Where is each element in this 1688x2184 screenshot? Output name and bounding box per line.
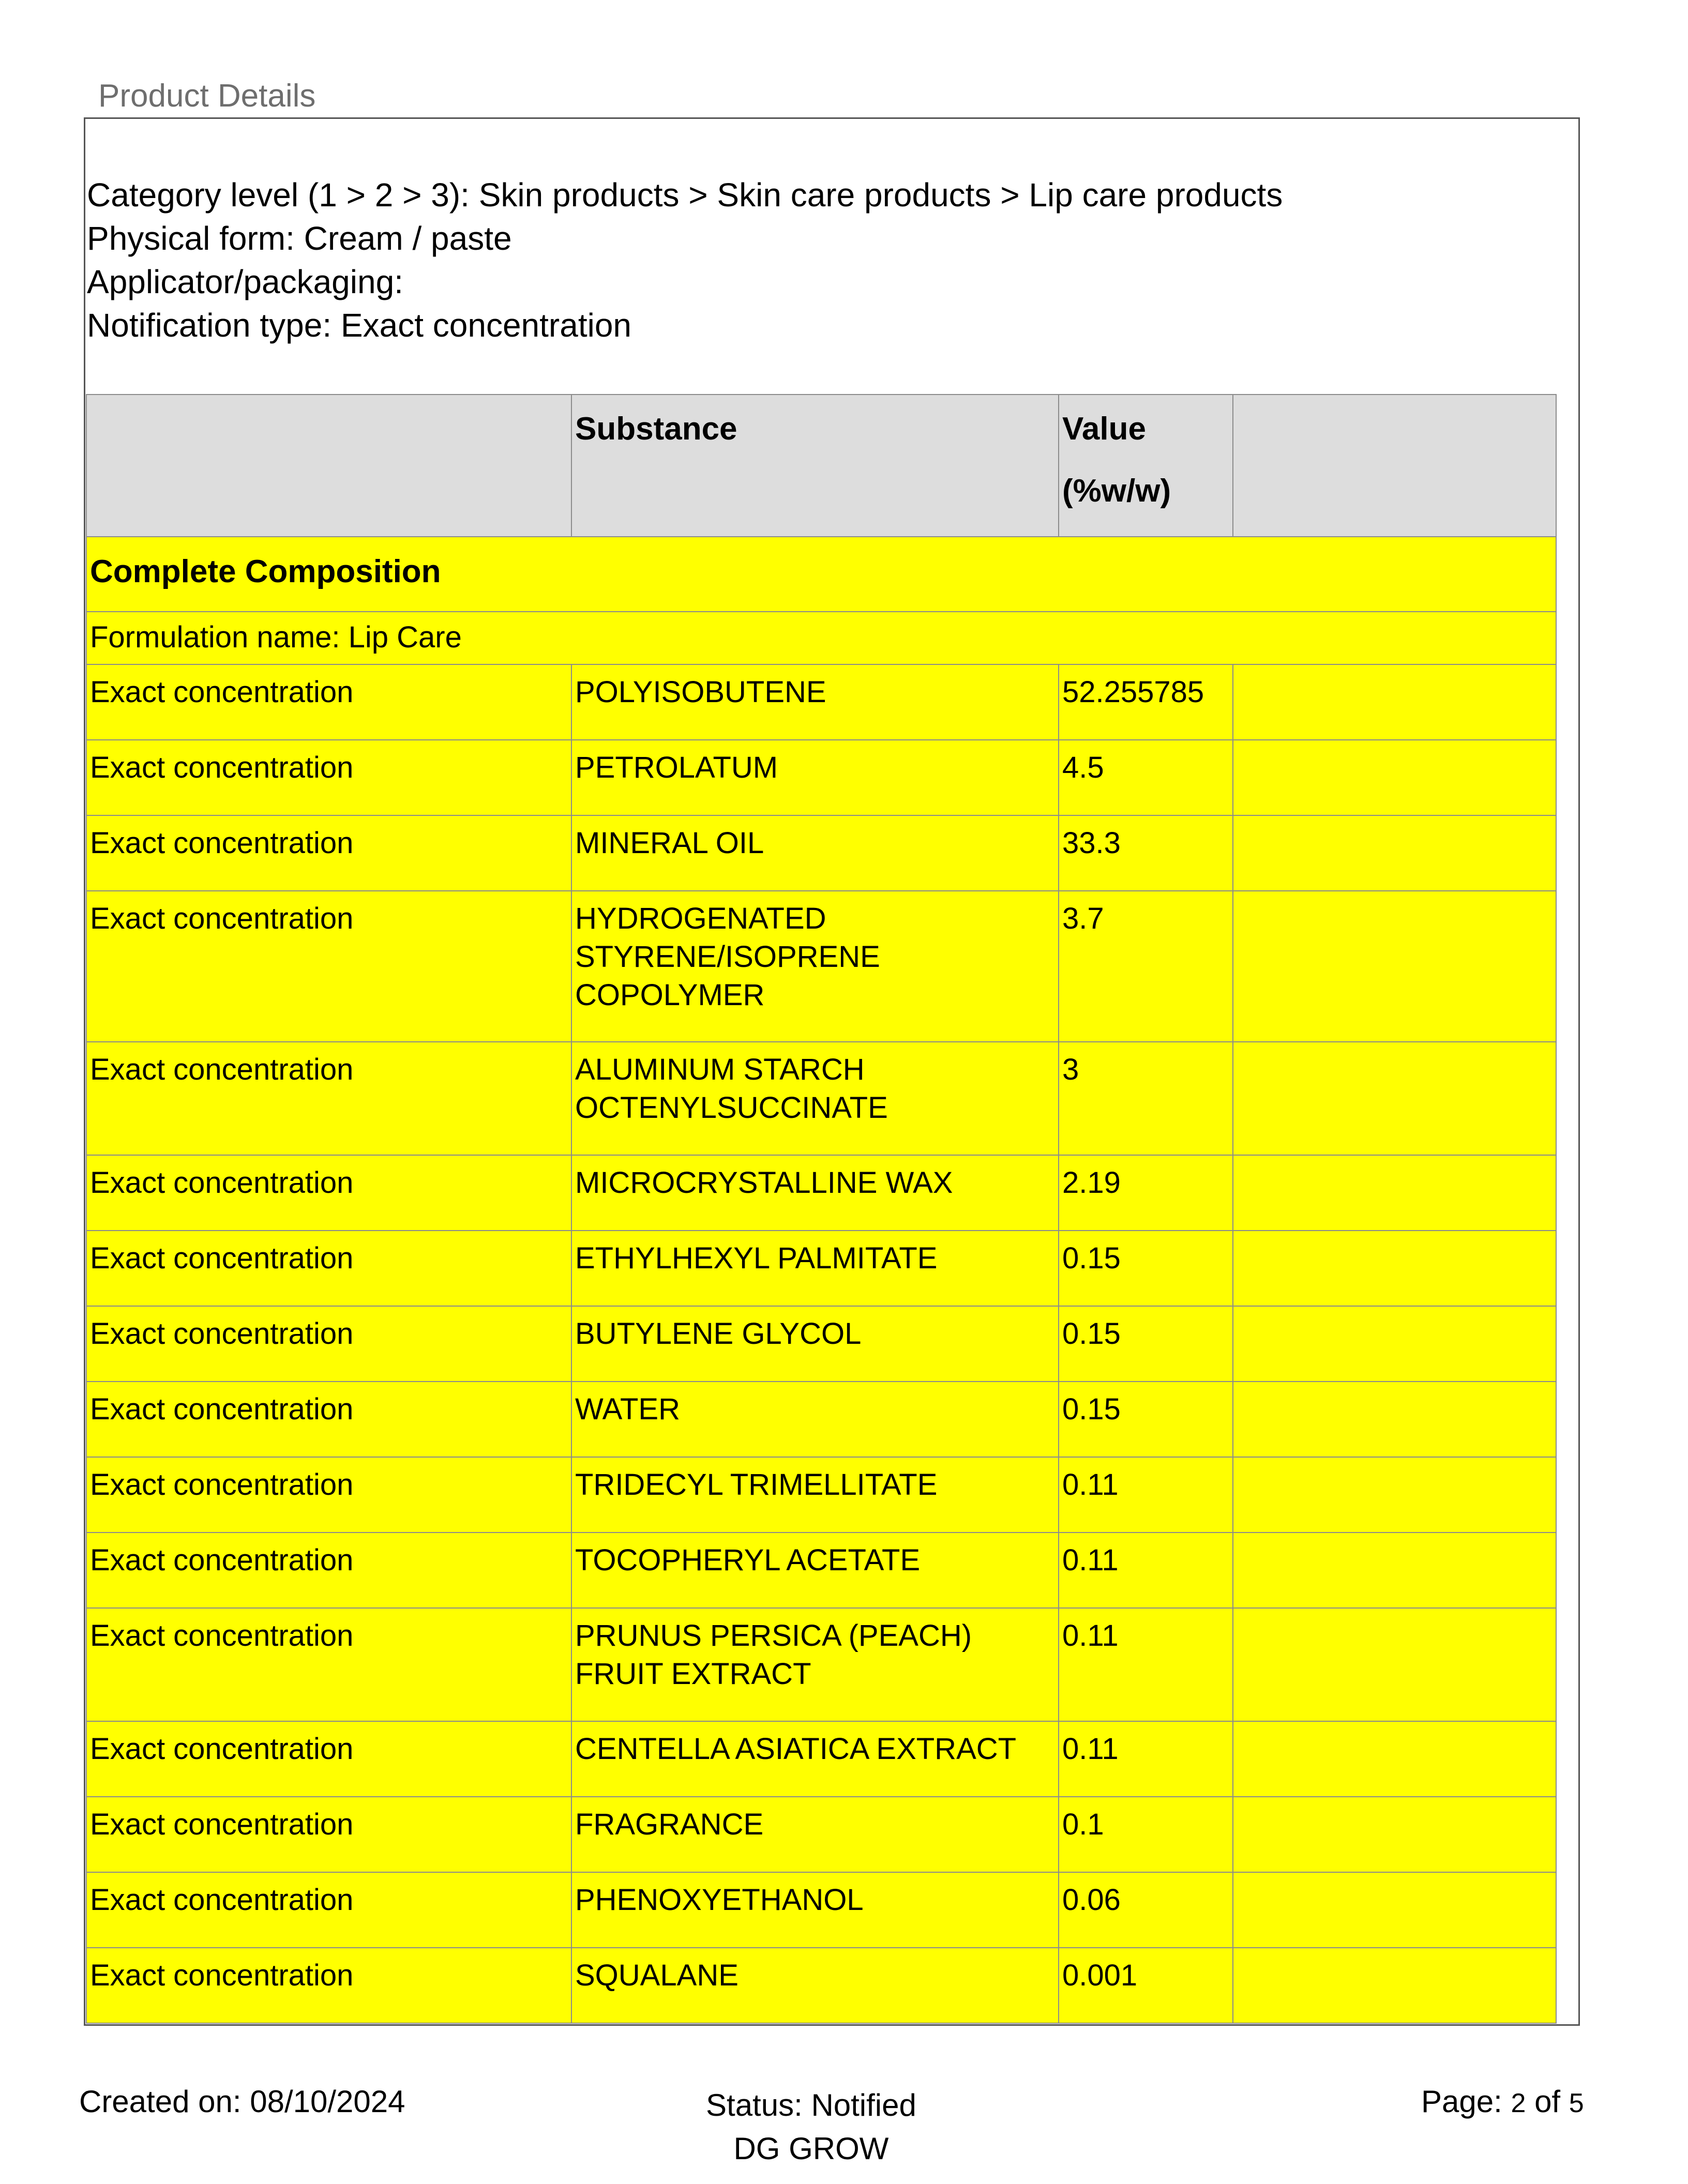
row-extra (1233, 1155, 1556, 1231)
organization: DG GROW (733, 2131, 889, 2166)
row-extra (1233, 1306, 1556, 1382)
row-type: Exact concentration (86, 664, 571, 740)
applicator-line: Applicator/packaging: (87, 263, 403, 300)
row-extra (1233, 1042, 1556, 1155)
row-extra (1233, 1872, 1556, 1948)
row-extra (1233, 1797, 1556, 1872)
table-row (86, 1948, 1556, 2023)
row-type: Exact concentration (86, 891, 571, 1042)
category-line: Category level (1 > 2 > 3): Skin products > Skin care products > Lip care products (87, 176, 1283, 214)
row-substance: WATER (571, 1382, 1059, 1457)
header-cell-substance: Substance (571, 395, 1059, 537)
formulation-name: Formulation name: Lip Care (86, 612, 1556, 664)
row-substance: POLYISOBUTENE (571, 664, 1059, 740)
table-row (86, 1608, 1556, 1721)
table-row (86, 815, 1556, 891)
table-row (86, 1721, 1556, 1797)
row-extra (1233, 815, 1556, 891)
substance-line: STYRENE/ISOPRENE (575, 940, 880, 974)
table-row (86, 1042, 1556, 1155)
row-type: Exact concentration (86, 1721, 571, 1797)
row-extra (1233, 1948, 1556, 2023)
substance-line: ALUMINUM STARCH (575, 1053, 865, 1086)
page-indicator (1421, 2084, 1584, 2119)
row-extra (1233, 1721, 1556, 1797)
table-row (86, 740, 1556, 815)
page-label: Page: (1421, 2084, 1502, 2119)
row-substance (571, 1608, 1059, 1721)
row-value: 0.1 (1059, 1797, 1233, 1872)
substance-line: FRUIT EXTRACT (575, 1657, 811, 1691)
row-value: 52.255785 (1059, 664, 1233, 740)
header-value-label: Value (1062, 411, 1146, 447)
notification-type-line: Notification type: Exact concentration (87, 307, 631, 344)
row-extra (1233, 740, 1556, 815)
section-title: Product Details (98, 78, 316, 114)
row-extra (1233, 1382, 1556, 1457)
row-value: 0.11 (1059, 1721, 1233, 1797)
row-value: 4.5 (1059, 740, 1233, 815)
row-substance: MINERAL OIL (571, 815, 1059, 891)
group-title-row (86, 537, 1556, 612)
row-type: Exact concentration (86, 1457, 571, 1533)
row-type: Exact concentration (86, 1382, 571, 1457)
row-type: Exact concentration (86, 740, 571, 815)
row-extra (1233, 1533, 1556, 1608)
page-current: 2 (1511, 2088, 1526, 2118)
row-extra (1233, 891, 1556, 1042)
row-value: 3.7 (1059, 891, 1233, 1042)
table-row (86, 1382, 1556, 1457)
product-meta (87, 173, 1283, 347)
substance-line: HYDROGENATED (575, 902, 826, 935)
page-of: of (1534, 2084, 1561, 2119)
substance-line: COPOLYMER (575, 978, 765, 1012)
row-type: Exact concentration (86, 1872, 571, 1948)
formulation-row (86, 612, 1556, 664)
row-value: 0.001 (1059, 1948, 1233, 2023)
table-row (86, 1306, 1556, 1382)
table-row (86, 1797, 1556, 1872)
table-row (86, 1872, 1556, 1948)
table-row (86, 1457, 1556, 1533)
row-type: Exact concentration (86, 1533, 571, 1608)
footer-status-block (706, 2084, 916, 2171)
row-value: 2.19 (1059, 1155, 1233, 1231)
row-value: 0.06 (1059, 1872, 1233, 1948)
status-text: Status: Notified (706, 2088, 916, 2122)
row-value: 0.11 (1059, 1457, 1233, 1533)
table-row (86, 1533, 1556, 1608)
row-substance: BUTYLENE GLYCOL (571, 1306, 1059, 1382)
row-type: Exact concentration (86, 1231, 571, 1306)
row-type: Exact concentration (86, 1797, 571, 1872)
row-extra (1233, 664, 1556, 740)
row-substance: PETROLATUM (571, 740, 1059, 815)
header-value-unit: (%w/w) (1062, 473, 1171, 509)
header-cell-value (1059, 395, 1233, 537)
row-substance: PHENOXYETHANOL (571, 1872, 1059, 1948)
header-cell-type (86, 395, 571, 537)
row-type: Exact concentration (86, 1042, 571, 1155)
group-title: Complete Composition (86, 537, 1556, 612)
row-substance: CENTELLA ASIATICA EXTRACT (571, 1721, 1059, 1797)
row-extra (1233, 1457, 1556, 1533)
row-value: 0.15 (1059, 1231, 1233, 1306)
row-substance: TRIDECYL TRIMELLITATE (571, 1457, 1059, 1533)
row-substance: MICROCRYSTALLINE WAX (571, 1155, 1059, 1231)
row-value: 33.3 (1059, 815, 1233, 891)
composition-table (86, 394, 1557, 2024)
page-total: 5 (1569, 2088, 1584, 2118)
table-row (86, 664, 1556, 740)
table-header-row (86, 395, 1556, 537)
row-substance (571, 1042, 1059, 1155)
row-type: Exact concentration (86, 1306, 571, 1382)
row-extra (1233, 1608, 1556, 1721)
row-type: Exact concentration (86, 1608, 571, 1721)
table-row (86, 891, 1556, 1042)
row-substance: FRAGRANCE (571, 1797, 1059, 1872)
row-value: 0.11 (1059, 1533, 1233, 1608)
row-value: 0.15 (1059, 1306, 1233, 1382)
row-value: 0.15 (1059, 1382, 1233, 1457)
row-type: Exact concentration (86, 815, 571, 891)
header-cell-extra (1233, 395, 1556, 537)
created-on: Created on: 08/10/2024 (79, 2084, 405, 2119)
row-extra (1233, 1231, 1556, 1306)
row-substance: TOCOPHERYL ACETATE (571, 1533, 1059, 1608)
row-value: 0.11 (1059, 1608, 1233, 1721)
row-type: Exact concentration (86, 1155, 571, 1231)
row-value: 3 (1059, 1042, 1233, 1155)
substance-line: OCTENYLSUCCINATE (575, 1091, 888, 1125)
row-substance (571, 891, 1059, 1042)
row-substance: SQUALANE (571, 1948, 1059, 2023)
substance-line: PRUNUS PERSICA (PEACH) (575, 1619, 972, 1652)
physical-form-line: Physical form: Cream / paste (87, 220, 512, 257)
table-row (86, 1155, 1556, 1231)
row-type: Exact concentration (86, 1948, 571, 2023)
table-row (86, 1231, 1556, 1306)
row-substance: ETHYLHEXYL PALMITATE (571, 1231, 1059, 1306)
